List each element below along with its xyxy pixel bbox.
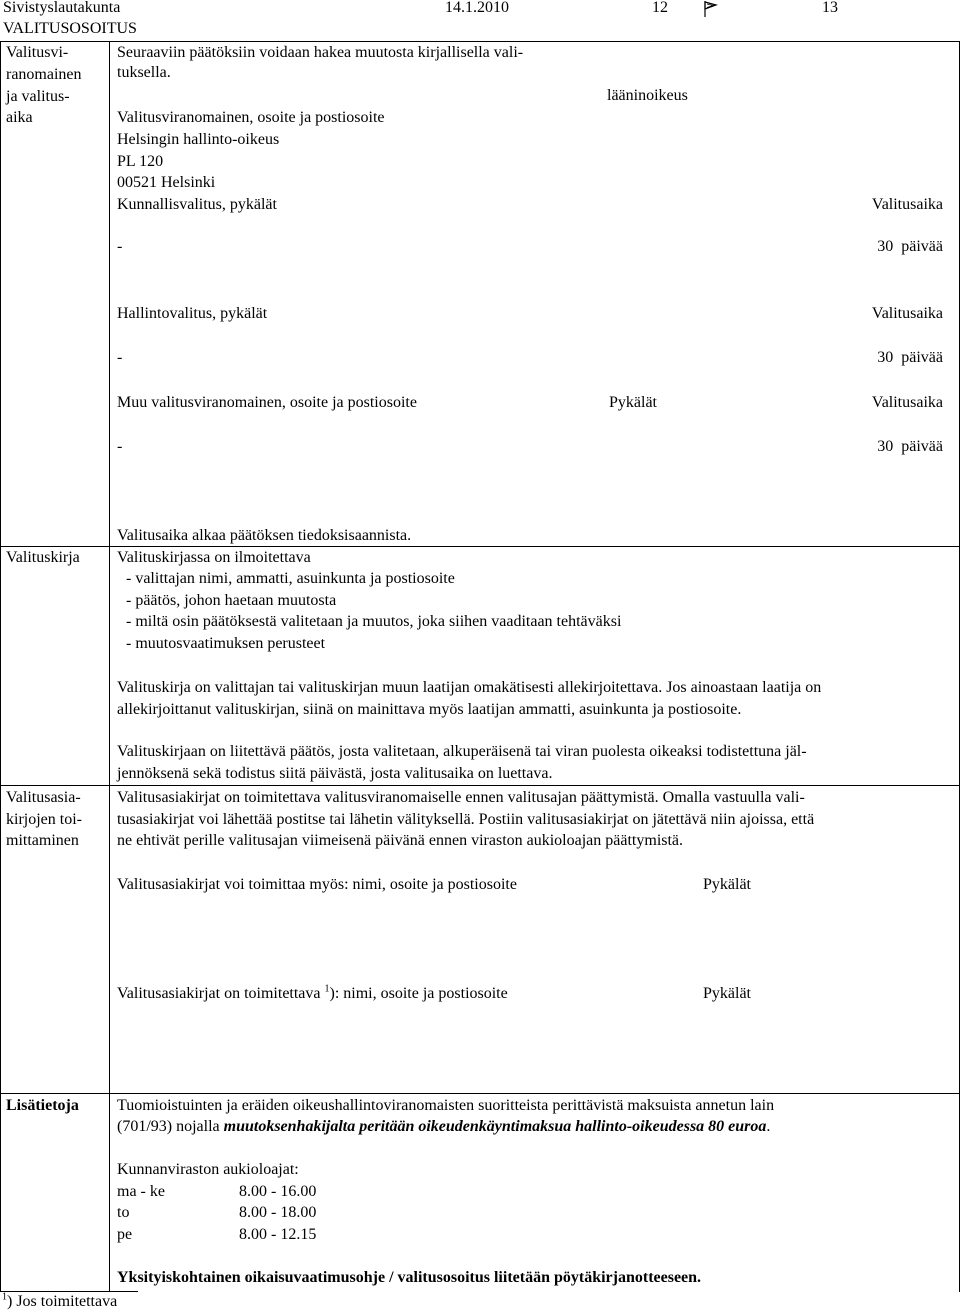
kunnallis-valitusaika-value: 30 päivää <box>877 238 943 255</box>
table-left-border <box>0 41 1 1292</box>
must-deliver-label: Valitusasiakirjat on toimitettava $^1$): nimi, osoite ja postiosoite <box>117 983 508 1002</box>
intro-line-1: Seuraaviin päätöksiin voidaan hakea muutosta kirjallisella vali- <box>117 44 524 61</box>
list-item: - päätös, johon haetaan muutosta <box>126 592 337 609</box>
authority-po-box: PL 120 <box>117 153 164 170</box>
section-divider-3 <box>0 1093 960 1094</box>
authority-address-heading: Valitusviranomainen, osoite ja postiosoite <box>117 109 385 126</box>
kunnallisvalitus-label: Kunnallisvalitus, pykälät <box>117 196 277 213</box>
section-divider-2 <box>0 785 960 786</box>
table-top-border <box>0 41 960 42</box>
pykalat-heading: Pykälät <box>609 394 657 411</box>
opening-hours-title: Kunnanviraston aukioloajat: <box>117 1161 299 1178</box>
document-date: 14.1.2010 <box>445 0 509 16</box>
laaninoikeus-label: lääninoikeus <box>607 87 688 104</box>
hallintovalitus-label: Hallintovalitus, pykälät <box>117 305 268 322</box>
list-item: - muutosvaatimuksen perusteet <box>126 635 326 652</box>
page-number-1: 12 <box>652 0 668 16</box>
kunnallis-pykalat-value: - <box>117 238 123 255</box>
authority-postal-code: 00521 Helsinki <box>117 174 216 191</box>
page-number-2: 13 <box>822 0 838 16</box>
valitusaika-heading-2: Valitusaika <box>871 305 943 322</box>
flag-icon <box>702 0 718 18</box>
list-item: - miltä osin päätöksestä valitetaan ja muutos, joka siihen vaaditaan tehtäväksi <box>126 613 622 630</box>
fee-law-line-1: Tuomioistuinten ja eräiden oikeushallintoviranomaisten suoritteista perittävistä maksuista annetun lain <box>117 1097 775 1114</box>
section-divider-1 <box>0 546 960 547</box>
intro-line-2: tuksella. <box>117 64 171 81</box>
fee-law-line-2: (701/93) nojalla muutoksenhakijalta peritään oikeudenkäyntimaksua hallinto-oikeudessa 80 euroa. <box>117 1118 771 1135</box>
list-item: - valittajan nimi, ammatti, asuinkunta ja postiosoite <box>126 570 455 587</box>
muu-pykalat-value: - <box>117 438 123 455</box>
muu-viranomainen-label: Muu valitusviranomainen, osoite ja postiosoite <box>117 394 417 411</box>
may-deliver-label: Valitusasiakirjat voi toimittaa myös: nimi, osoite ja postiosoite <box>117 876 517 893</box>
hallinto-valitusaika-value: 30 päivää <box>877 349 943 366</box>
valitusaika-heading-3: Valitusaika <box>871 394 943 411</box>
final-instruction: Yksityiskohtainen oikaisuvaatimusohje / valitusosoitus liitetään pöytäkirjanotteeseen. <box>117 1269 702 1286</box>
footnote: $^1$) Jos toimitettava <box>2 1291 118 1310</box>
document-title: VALITUSOSOITUS <box>3 20 137 37</box>
authority-name: Helsingin hallinto-oikeus <box>117 131 280 148</box>
must-deliver-pykalat: Pykälät <box>703 985 751 1002</box>
org-name: Sivistyslautakunta <box>3 0 121 16</box>
may-deliver-pykalat: Pykälät <box>703 876 751 893</box>
column-divider <box>109 41 110 1292</box>
valitusaika-note: Valitusaika alkaa päätöksen tiedoksisaannista. <box>117 527 412 544</box>
hallinto-pykalat-value: - <box>117 349 123 366</box>
section-label-lisatietoja: Lisätietoja <box>6 1097 79 1114</box>
valituskirja-heading: Valituskirjassa on ilmoitettava <box>117 549 311 566</box>
section-label-valituskirja: Valituskirja <box>6 549 80 566</box>
valitusaika-heading-1: Valitusaika <box>871 196 943 213</box>
muu-valitusaika-value: 30 päivää <box>877 438 943 455</box>
